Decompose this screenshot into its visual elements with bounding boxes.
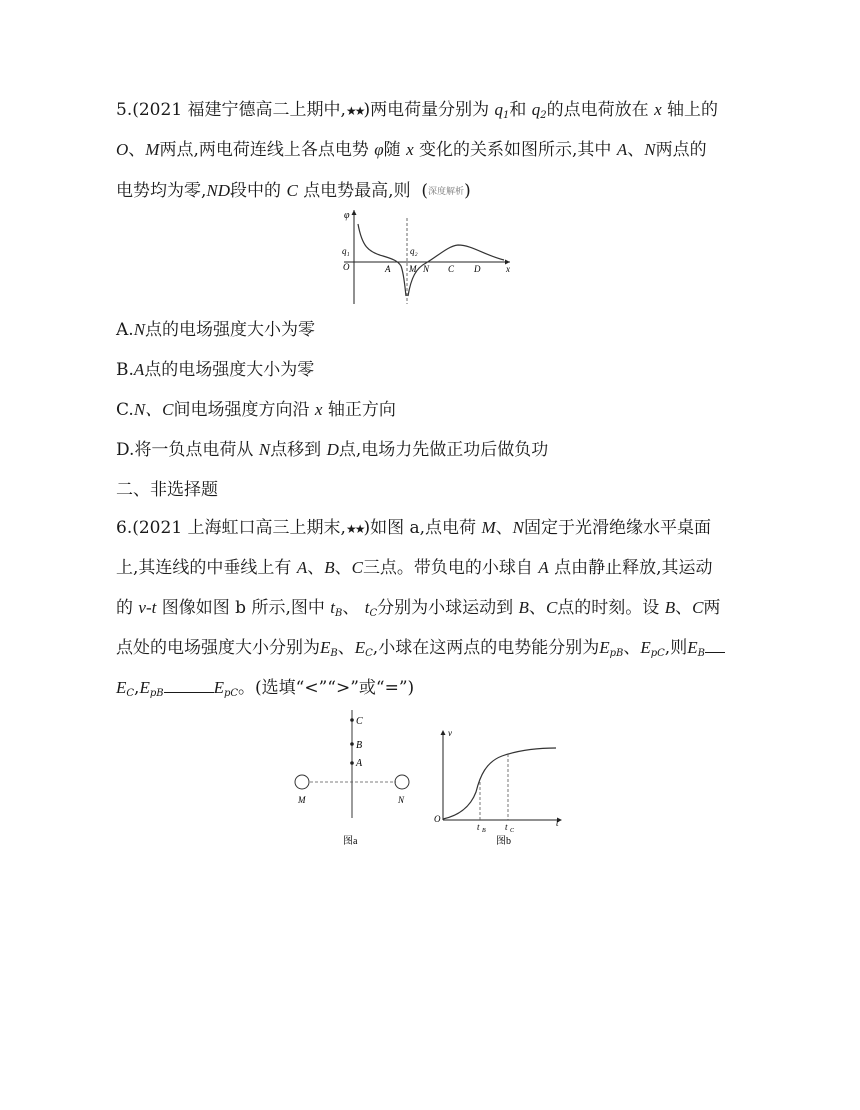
q5-line-2: O、M两点,两电荷连线上各点电势 φ随 x 变化的关系如图所示,其中 A、N两点的 (116, 140, 707, 160)
charge-n-icon (395, 775, 409, 789)
q5-potential-graph (338, 208, 518, 308)
fig-a-caption: 图a (343, 836, 358, 847)
q5-option-b[interactable]: B.A点的电场强度大小为零 (116, 360, 315, 380)
q6-line-3: 的 v-t 图像如图 b 所示,图中 $t_B$、 $t_C$分别为小球运动到 B、C点的时刻。设 B、C两 (116, 598, 721, 619)
svg-text:C: C (510, 828, 515, 834)
figure-a (288, 706, 418, 851)
q5-option-d[interactable]: D.将一负点电荷从 N点移到 D点,电场力先做正功后做负功 (116, 440, 549, 460)
graph-label-N: N (423, 264, 430, 274)
answer-paren-close: ) (464, 181, 471, 201)
graph-label-C: C (448, 264, 455, 274)
q6-line-2: 上,其连线的中垂线上有 A、B、C三点。带负电的小球自 A 点由静止释放,其运动 (116, 558, 713, 578)
graph-label-O: O (343, 262, 350, 272)
q6-line-1: 6.(2021 上海虹口高三上期末,★★)如图 a,点电荷 M、N固定于光滑绝缘水平桌面 (116, 518, 711, 538)
q6-source: (2021 上海虹口高三上期末, (132, 518, 346, 538)
difficulty-stars-icon: ★★ (345, 522, 364, 536)
graph-label-D: D (474, 264, 481, 274)
q6-line-4: 点处的电场强度大小分别为$E_B$、$E_C$,小球在这两点的电势能分别为$E_{pB}$、$E_{pC}$,则$E_B$ (116, 637, 725, 665)
graph-label-A: A (385, 264, 391, 274)
point-a-icon (350, 761, 354, 765)
fig-b-caption: 图b (496, 836, 511, 847)
q5-line-3: 电势均为零,ND段中的 C 点电势最高,则 (深度解析) (116, 181, 471, 201)
fig-b-label-tC: t (505, 822, 508, 832)
q6-number: 6. (116, 518, 133, 538)
fig-b-label-O: O (434, 814, 441, 824)
answer-blank-1[interactable] (705, 638, 725, 653)
q5-line-1: 5.(2021 福建宁德高二上期中,★★)两电荷量分别为 $q_1$和 $q_2$的点电荷放在 x 轴上的 (116, 100, 719, 121)
graph-label-q2: q₂ (410, 246, 418, 256)
q5-option-c[interactable]: C.N、C间电场强度方向沿 x 轴正方向 (116, 400, 396, 420)
q5-source: (2021 福建宁德高二上期中, (132, 100, 346, 120)
q6-line-5: $E_C,E_{pB}$ $E_{pC}$。(选填“<”“>”或“=”) (116, 678, 415, 699)
fig-a-label-N: N (398, 795, 405, 805)
point-c-icon (350, 718, 354, 722)
figure-b (432, 726, 582, 871)
point-b-icon (350, 742, 354, 746)
var-q2: q (531, 100, 541, 119)
q5-option-a[interactable]: A.N点的电场强度大小为零 (116, 320, 316, 340)
fig-b-label-tB: t (477, 822, 480, 832)
section-heading: 二、非选择题 (116, 480, 218, 500)
difficulty-stars-icon: ★★ (345, 104, 364, 118)
fig-a-label-M: M (298, 795, 306, 805)
phi-curve-left (358, 224, 406, 296)
fig-b-label-t: t (556, 818, 559, 828)
q5-text: )两电荷量分别为 (363, 100, 490, 120)
svg-text:B: B (482, 828, 486, 834)
graph-label-M: M (409, 264, 417, 274)
var-q1: q (494, 100, 504, 119)
graph-label-q1: q₁ (342, 246, 350, 256)
vt-curve (443, 748, 556, 819)
graph-label-x: x (506, 264, 510, 274)
analysis-tag[interactable]: 深度解析 (428, 187, 465, 197)
answer-paren-open: ( (421, 181, 429, 201)
answer-blank-2[interactable] (164, 678, 214, 693)
fig-b-label-v: v (448, 728, 452, 738)
q5-number: 5. (116, 100, 133, 120)
fig-a-label-B: B (356, 740, 363, 751)
graph-label-phi: φ (344, 210, 350, 221)
fig-a-label-A: A (356, 758, 363, 769)
fig-a-label-C: C (356, 716, 363, 727)
charge-m-icon (295, 775, 309, 789)
